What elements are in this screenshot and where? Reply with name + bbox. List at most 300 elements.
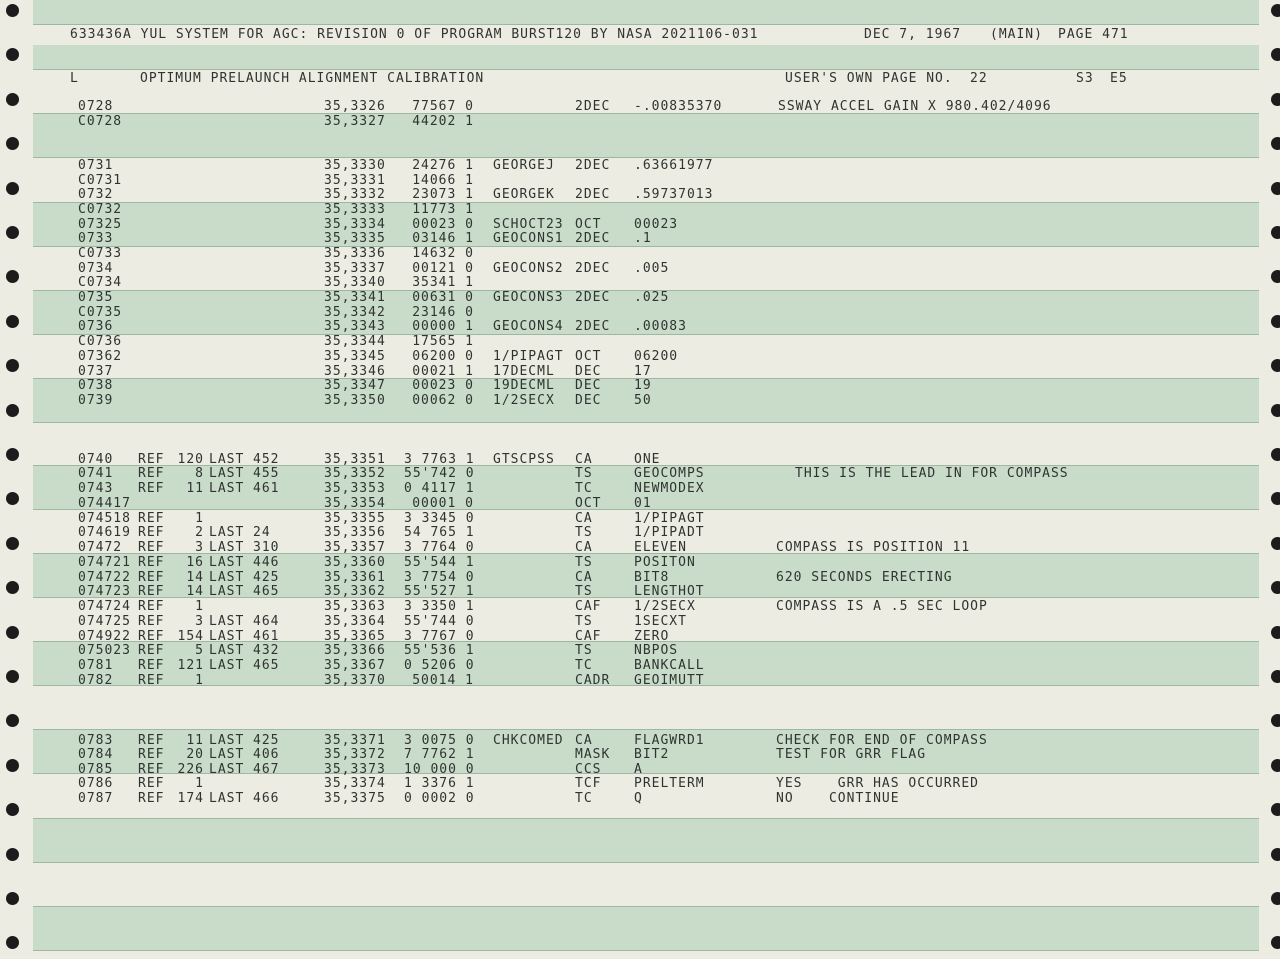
operand: .1 xyxy=(634,231,652,246)
greenbar-band xyxy=(33,906,1259,950)
ref-count: 2 xyxy=(195,525,204,540)
seq-number: 074721 xyxy=(78,555,131,570)
tractor-hole xyxy=(6,537,19,550)
opcode: 2DEC xyxy=(575,187,611,202)
opcode: OCT xyxy=(575,217,602,232)
operand: 1/PIPADT xyxy=(634,525,705,540)
address: 35,3372 xyxy=(324,747,386,762)
operand: GEOIMUTT xyxy=(634,673,705,688)
octal-word: 0 5206 0 xyxy=(404,658,475,673)
octal-word: 54 765 1 xyxy=(404,525,475,540)
last-value: 466 xyxy=(253,791,280,806)
symbol: GEORGEK xyxy=(493,187,555,202)
address: 35,3362 xyxy=(324,584,386,599)
tractor-hole xyxy=(1271,848,1280,861)
address: 35,3337 xyxy=(324,261,386,276)
seq-number: 07325 xyxy=(78,217,123,232)
ref-label: REF xyxy=(138,733,165,748)
operand: 1SECXT xyxy=(634,614,687,629)
octal-word: 77567 0 xyxy=(412,99,474,114)
ref-count: 11 xyxy=(186,481,204,496)
address: 35,3363 xyxy=(324,599,386,614)
greenbar-band xyxy=(33,818,1259,862)
remark: TEST FOR GRR FLAG xyxy=(776,747,927,762)
operand: Q xyxy=(634,791,643,806)
ref-count: 14 xyxy=(186,570,204,585)
address: 35,3374 xyxy=(324,776,386,791)
seq-number: 0782 xyxy=(78,673,114,688)
last-label: LAST xyxy=(209,555,245,570)
ref-label: REF xyxy=(138,658,165,673)
address: 35,3343 xyxy=(324,319,386,334)
tractor-hole xyxy=(1271,537,1280,550)
ref-count: 121 xyxy=(177,658,204,673)
tractor-hole xyxy=(1271,714,1280,727)
opcode: OCT xyxy=(575,496,602,511)
last-label: LAST xyxy=(209,466,245,481)
tractor-hole xyxy=(6,359,19,372)
seq-number: 074725 xyxy=(78,614,131,629)
octal-word: 00000 1 xyxy=(412,319,474,334)
tractor-hole xyxy=(1271,93,1280,106)
last-value: 452 xyxy=(253,452,280,467)
tractor-hole xyxy=(1271,670,1280,683)
octal-word: 50014 1 xyxy=(412,673,474,688)
tractor-hole xyxy=(6,137,19,150)
address: 35,3364 xyxy=(324,614,386,629)
octal-word: 14066 1 xyxy=(412,173,474,188)
operand: 1/PIPAGT xyxy=(634,511,705,526)
octal-word: 0 4117 1 xyxy=(404,481,475,496)
address: 35,3353 xyxy=(324,481,386,496)
last-value: 425 xyxy=(253,570,280,585)
operand: GEOCOMPS xyxy=(634,466,705,481)
tractor-hole xyxy=(6,581,19,594)
symbol: 19DECML xyxy=(493,378,555,393)
seq-number: 074722 xyxy=(78,570,131,585)
seq-number: C0732 xyxy=(78,202,123,217)
octal-word: 00121 0 xyxy=(412,261,474,276)
tractor-hole xyxy=(6,182,19,195)
octal-word: 55'536 1 xyxy=(404,643,475,658)
tractor-hole xyxy=(1271,803,1280,816)
opcode: TS xyxy=(575,466,593,481)
section-label: L xyxy=(70,71,79,86)
last-label: LAST xyxy=(209,658,245,673)
tractor-hole xyxy=(1271,4,1280,17)
seq-number: 074724 xyxy=(78,599,131,614)
tractor-hole xyxy=(6,226,19,239)
tractor-hole xyxy=(1271,936,1280,949)
section-title: OPTIMUM PRELAUNCH ALIGNMENT CALIBRATION xyxy=(140,71,485,86)
octal-word: 7 7762 1 xyxy=(404,747,475,762)
octal-word: 23146 0 xyxy=(412,305,474,320)
greenbar-rule xyxy=(33,906,1259,907)
octal-word: 55'544 1 xyxy=(404,555,475,570)
last-label: LAST xyxy=(209,791,245,806)
address: 35,3371 xyxy=(324,733,386,748)
opcode: TC xyxy=(575,658,593,673)
operand: BIT8 xyxy=(634,570,670,585)
octal-word: 35341 1 xyxy=(412,275,474,290)
last-label: LAST xyxy=(209,762,245,777)
ref-label: REF xyxy=(138,629,165,644)
address: 35,3335 xyxy=(324,231,386,246)
opcode: TC xyxy=(575,481,593,496)
octal-word: 23073 1 xyxy=(412,187,474,202)
address: 35,3375 xyxy=(324,791,386,806)
user-page-number: 22 xyxy=(970,71,988,86)
ref-label: REF xyxy=(138,511,165,526)
ref-count: 8 xyxy=(195,466,204,481)
ref-count: 3 xyxy=(195,614,204,629)
symbol: GEOCONS4 xyxy=(493,319,564,334)
ref-label: REF xyxy=(138,747,165,762)
ref-count: 1 xyxy=(195,599,204,614)
operand: .00083 xyxy=(634,319,687,334)
octal-word: 03146 1 xyxy=(412,231,474,246)
opcode: CCS xyxy=(575,762,602,777)
ref-label: REF xyxy=(138,673,165,688)
operand: 01 xyxy=(634,496,652,511)
address: 35,3342 xyxy=(324,305,386,320)
seq-number: 0787 xyxy=(78,791,114,806)
octal-word: 00631 0 xyxy=(412,290,474,305)
address: 35,3347 xyxy=(324,378,386,393)
ref-label: REF xyxy=(138,614,165,629)
opcode: CA xyxy=(575,540,593,555)
octal-word: 00023 0 xyxy=(412,378,474,393)
seq-number: 0733 xyxy=(78,231,114,246)
operand: ZERO xyxy=(634,629,670,644)
octal-word: 17565 1 xyxy=(412,334,474,349)
tractor-hole xyxy=(1271,404,1280,417)
ref-label: REF xyxy=(138,776,165,791)
tractor-hole xyxy=(1271,892,1280,905)
seq-number: 074619 xyxy=(78,525,131,540)
opcode: 2DEC xyxy=(575,231,611,246)
last-value: 425 xyxy=(253,733,280,748)
opcode: DEC xyxy=(575,364,602,379)
ref-label: REF xyxy=(138,584,165,599)
header-date: DEC 7, 1967 xyxy=(864,27,962,42)
last-label: LAST xyxy=(209,733,245,748)
seq-number: 0740 xyxy=(78,452,114,467)
header-page: PAGE 471 xyxy=(1058,27,1129,42)
address: 35,3340 xyxy=(324,275,386,290)
address: 35,3360 xyxy=(324,555,386,570)
seq-number: 0786 xyxy=(78,776,114,791)
seq-number: 0781 xyxy=(78,658,114,673)
address: 35,3354 xyxy=(324,496,386,511)
last-value: 432 xyxy=(253,643,280,658)
remark: YES GRR HAS OCCURRED xyxy=(776,776,980,791)
e5-code: E5 xyxy=(1110,71,1128,86)
tractor-hole xyxy=(1271,626,1280,639)
opcode: CA xyxy=(575,570,593,585)
tractor-hole xyxy=(6,492,19,505)
symbol: 1/2SECX xyxy=(493,393,555,408)
tractor-hole xyxy=(1271,315,1280,328)
ref-label: REF xyxy=(138,452,165,467)
operand: 17 xyxy=(634,364,652,379)
header-main: (MAIN) xyxy=(990,27,1043,42)
tractor-hole xyxy=(1271,448,1280,461)
tractor-hole xyxy=(1271,137,1280,150)
seq-number: 0739 xyxy=(78,393,114,408)
octal-word: 3 0075 0 xyxy=(404,733,475,748)
seq-number: 074417 xyxy=(78,496,131,511)
tractor-hole xyxy=(6,404,19,417)
tractor-hole xyxy=(1271,48,1280,61)
symbol: GTSCPSS xyxy=(493,452,555,467)
last-label: LAST xyxy=(209,629,245,644)
octal-word: 3 3345 0 xyxy=(404,511,475,526)
symbol: GEOCONS3 xyxy=(493,290,564,305)
tractor-hole xyxy=(6,936,19,949)
opcode: TS xyxy=(575,584,593,599)
greenbar-rule xyxy=(33,729,1259,730)
operand: .025 xyxy=(634,290,670,305)
address: 35,3355 xyxy=(324,511,386,526)
operand: .63661977 xyxy=(634,158,714,173)
octal-word: 3 3350 1 xyxy=(404,599,475,614)
ref-count: 16 xyxy=(186,555,204,570)
octal-word: 3 7763 1 xyxy=(404,452,475,467)
octal-word: 10 000 0 xyxy=(404,762,475,777)
octal-word: 3 7754 0 xyxy=(404,570,475,585)
operand: NEWMODEX xyxy=(634,481,705,496)
octal-word: 00023 0 xyxy=(412,217,474,232)
seq-number: 074723 xyxy=(78,584,131,599)
opcode: 2DEC xyxy=(575,158,611,173)
symbol: GEOCONS2 xyxy=(493,261,564,276)
address: 35,3351 xyxy=(324,452,386,467)
last-value: 465 xyxy=(253,584,280,599)
greenbar-band xyxy=(33,45,1259,69)
address: 35,3326 xyxy=(324,99,386,114)
tractor-hole xyxy=(1271,581,1280,594)
opcode: DEC xyxy=(575,378,602,393)
operand: PRELTERM xyxy=(634,776,705,791)
opcode: TS xyxy=(575,525,593,540)
last-label: LAST xyxy=(209,481,245,496)
operand: ONE xyxy=(634,452,661,467)
greenbar-rule xyxy=(33,422,1259,423)
tractor-hole xyxy=(6,759,19,772)
address: 35,3333 xyxy=(324,202,386,217)
seq-number: 0784 xyxy=(78,747,114,762)
last-label: LAST xyxy=(209,747,245,762)
opcode: 2DEC xyxy=(575,319,611,334)
octal-word: 24276 1 xyxy=(412,158,474,173)
opcode: TS xyxy=(575,643,593,658)
last-label: LAST xyxy=(209,643,245,658)
opcode: DEC xyxy=(575,393,602,408)
octal-word: 55'527 1 xyxy=(404,584,475,599)
ref-count: 1 xyxy=(195,673,204,688)
ref-count: 120 xyxy=(177,452,204,467)
last-value: 24 xyxy=(253,525,271,540)
user-page-label: USER'S OWN PAGE NO. xyxy=(785,71,953,86)
seq-number: 0737 xyxy=(78,364,114,379)
seq-number: 07472 xyxy=(78,540,123,555)
tractor-hole xyxy=(6,848,19,861)
seq-number: 074518 xyxy=(78,511,131,526)
opcode: 2DEC xyxy=(575,261,611,276)
symbol: GEORGEJ xyxy=(493,158,555,173)
octal-word: 00021 1 xyxy=(412,364,474,379)
ref-count: 3 xyxy=(195,540,204,555)
address: 35,3352 xyxy=(324,466,386,481)
address: 35,3367 xyxy=(324,658,386,673)
last-value: 310 xyxy=(253,540,280,555)
symbol: GEOCONS1 xyxy=(493,231,564,246)
operand: POSITON xyxy=(634,555,696,570)
ref-label: REF xyxy=(138,791,165,806)
tractor-hole xyxy=(1271,759,1280,772)
greenbar-rule xyxy=(33,862,1259,863)
remark: COMPASS IS POSITION 11 xyxy=(776,540,971,555)
operand: .005 xyxy=(634,261,670,276)
greenbar-rule xyxy=(33,69,1259,70)
tractor-hole xyxy=(1271,270,1280,283)
operand: BANKCALL xyxy=(634,658,705,673)
last-label: LAST xyxy=(209,614,245,629)
remark: THIS IS THE LEAD IN FOR COMPASS xyxy=(795,466,1069,481)
seq-number: 0736 xyxy=(78,319,114,334)
opcode: CA xyxy=(575,733,593,748)
octal-word: 1 3376 1 xyxy=(404,776,475,791)
address: 35,3334 xyxy=(324,217,386,232)
ref-label: REF xyxy=(138,570,165,585)
symbol: 17DECML xyxy=(493,364,555,379)
symbol: SCHOCT23 xyxy=(493,217,564,232)
greenbar-rule xyxy=(33,202,1259,203)
address: 35,3331 xyxy=(324,173,386,188)
address: 35,3357 xyxy=(324,540,386,555)
greenbar-rule xyxy=(33,818,1259,819)
seq-number: C0736 xyxy=(78,334,123,349)
ref-count: 226 xyxy=(177,762,204,777)
last-label: LAST xyxy=(209,584,245,599)
opcode: OCT xyxy=(575,349,602,364)
seq-number: C0733 xyxy=(78,246,123,261)
address: 35,3361 xyxy=(324,570,386,585)
octal-word: 3 7764 0 xyxy=(404,540,475,555)
ref-count: 11 xyxy=(186,733,204,748)
ref-label: REF xyxy=(138,643,165,658)
tractor-hole xyxy=(6,892,19,905)
address: 35,3344 xyxy=(324,334,386,349)
address: 35,3350 xyxy=(324,393,386,408)
tractor-hole xyxy=(6,270,19,283)
address: 35,3356 xyxy=(324,525,386,540)
remark: CHECK FOR END OF COMPASS xyxy=(776,733,988,748)
greenbar-rule xyxy=(33,246,1259,247)
opcode: CA xyxy=(575,452,593,467)
ref-label: REF xyxy=(138,555,165,570)
remark: NO CONTINUE xyxy=(776,791,900,806)
remark: 620 SECONDS ERECTING xyxy=(776,570,953,585)
last-value: 461 xyxy=(253,629,280,644)
seq-number: 0728 xyxy=(78,99,114,114)
address: 35,3345 xyxy=(324,349,386,364)
remark: COMPASS IS A .5 SEC LOOP xyxy=(776,599,988,614)
address: 35,3370 xyxy=(324,673,386,688)
address: 35,3365 xyxy=(324,629,386,644)
operand: ELEVEN xyxy=(634,540,687,555)
last-label: LAST xyxy=(209,525,245,540)
last-label: LAST xyxy=(209,540,245,555)
seq-number: C0731 xyxy=(78,173,123,188)
seq-number: 0738 xyxy=(78,378,114,393)
seq-number: 0785 xyxy=(78,762,114,777)
ref-label: REF xyxy=(138,466,165,481)
greenbar-rule xyxy=(33,950,1259,951)
operand: A xyxy=(634,762,643,777)
tractor-hole xyxy=(6,48,19,61)
tractor-hole xyxy=(6,670,19,683)
operand: -.00835370 xyxy=(634,99,723,114)
symbol: CHKCOMED xyxy=(493,733,564,748)
last-value: 465 xyxy=(253,658,280,673)
tractor-hole xyxy=(6,803,19,816)
octal-word: 3 7767 0 xyxy=(404,629,475,644)
greenbar-rule xyxy=(33,24,1259,25)
greenbar-band xyxy=(33,113,1259,157)
opcode: 2DEC xyxy=(575,99,611,114)
address: 35,3373 xyxy=(324,762,386,777)
operand: FLAGWRD1 xyxy=(634,733,705,748)
greenbar-rule xyxy=(33,334,1259,335)
operand: NBPOS xyxy=(634,643,679,658)
ref-label: REF xyxy=(138,599,165,614)
operand: 1/2SECX xyxy=(634,599,696,614)
last-value: 467 xyxy=(253,762,280,777)
tractor-hole xyxy=(6,315,19,328)
ref-label: REF xyxy=(138,540,165,555)
octal-word: 11773 1 xyxy=(412,202,474,217)
opcode: CA xyxy=(575,511,593,526)
octal-word: 06200 0 xyxy=(412,349,474,364)
ref-count: 14 xyxy=(186,584,204,599)
seq-number: 075023 xyxy=(78,643,131,658)
seq-number: 0734 xyxy=(78,261,114,276)
address: 35,3341 xyxy=(324,290,386,305)
seq-number: 0735 xyxy=(78,290,114,305)
operand: BIT2 xyxy=(634,747,670,762)
operand: 50 xyxy=(634,393,652,408)
operand: 19 xyxy=(634,378,652,393)
opcode: TS xyxy=(575,555,593,570)
seq-number: C0728 xyxy=(78,114,123,129)
last-value: 461 xyxy=(253,481,280,496)
tractor-hole xyxy=(1271,359,1280,372)
greenbar-band xyxy=(33,0,1259,24)
last-value: 446 xyxy=(253,555,280,570)
last-label: LAST xyxy=(209,570,245,585)
ref-count: 5 xyxy=(195,643,204,658)
seq-number: 0732 xyxy=(78,187,114,202)
ref-label: REF xyxy=(138,481,165,496)
address: 35,3330 xyxy=(324,158,386,173)
operand: .59737013 xyxy=(634,187,714,202)
seq-number: C0735 xyxy=(78,305,123,320)
operand: 06200 xyxy=(634,349,679,364)
octal-word: 55'744 0 xyxy=(404,614,475,629)
s3-code: S3 xyxy=(1076,71,1094,86)
